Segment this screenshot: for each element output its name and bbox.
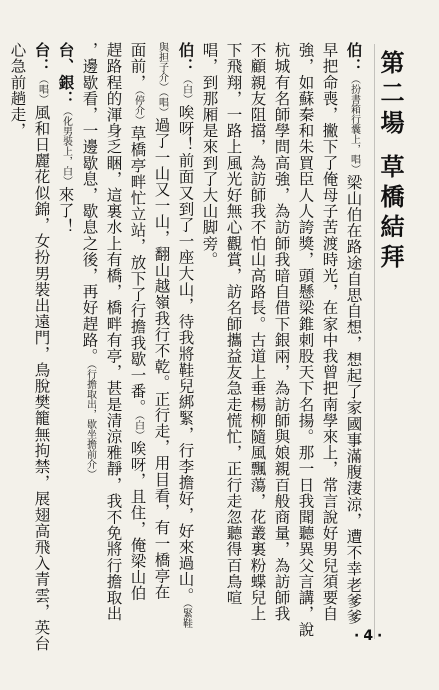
dialogue-text: 梁山伯在路途自思自想，想起了家國事滿腹淒涼，遭不幸老爹爹 xyxy=(344,174,363,626)
stage-direction: （緊鞋 xyxy=(180,603,192,629)
dialogue-text: 唱，到那厢是來到了大山脚旁。 xyxy=(200,42,219,268)
dialogue-text: 來了！ xyxy=(56,186,75,235)
dialogue-text: 杭城有名師學問高強，為訪師我暗自借下銀兩，為訪師與娘親百般商量，為訪師我 xyxy=(272,42,291,622)
dialogue-text: ，邊歇看，一邊歇息，歇息之後，再好趕路。 xyxy=(80,42,99,364)
dialogue-text: 早把命喪，撇下了俺母子苦渡時光，在家中我曾把南學來上，常言說好男兒須要自 xyxy=(320,42,339,622)
dialogue-text: 下飛翔，一路上風光好無心觀賞，訪名師攜益友急走慌忙，正行走忽聽得百鳥喧 xyxy=(224,42,243,606)
text-column xyxy=(33,42,50,652)
text-column xyxy=(177,42,194,628)
text-column xyxy=(297,42,313,638)
speaker-label: 台、銀： xyxy=(56,42,76,107)
stage-direction: （停介） xyxy=(132,90,144,126)
text-column xyxy=(273,42,289,622)
scene-title xyxy=(376,50,405,274)
text-column xyxy=(9,42,25,139)
dialogue-text: 唉呀，且住，俺梁山伯 xyxy=(128,440,147,602)
stage-direction: （唱） xyxy=(156,92,168,117)
dialogue-text: 風和日麗花似錦，女扮男裝出遠門，鳥脫樊籠無拘禁，展翅高飛入青雲，英台 xyxy=(32,104,51,652)
dialogue-text: 強，如蘇秦和朱買臣人人誇獎，頭懸梁錐刺股天下名揚。那一日我聞聽異父言講，說 xyxy=(296,42,315,638)
stage-direction: 與担子介） xyxy=(156,42,168,92)
speaker-label: 台： xyxy=(32,42,52,75)
scene-number: 第二場 xyxy=(376,50,405,140)
text-column xyxy=(321,42,337,622)
dialogue-text: 面前， xyxy=(128,42,147,91)
text-column xyxy=(81,42,97,479)
text-column xyxy=(129,42,145,601)
stage-direction: （唱） xyxy=(36,74,48,105)
text-column xyxy=(105,42,121,622)
text-column xyxy=(225,42,241,606)
dialogue-text: 趕路程的渾身乏睏，這裏水上有橋，橋畔有亭，甚是清涼雅靜，我不免將行擔取出 xyxy=(104,42,123,622)
stage-direction: （化男裝上，白） xyxy=(60,106,72,187)
dialogue-text: 過了一山又一山，翻山越嶺我行不乾。正行走，用目看，有一橋亭在 xyxy=(152,117,171,600)
stage-direction: （白） xyxy=(132,415,144,441)
column-divider xyxy=(374,44,375,639)
text-column xyxy=(345,42,362,625)
text-column xyxy=(201,42,217,267)
stage-direction: （行擔取出，歇坐擔前介） xyxy=(84,364,96,479)
text-column xyxy=(249,42,265,622)
page-number: ·4· xyxy=(354,628,387,644)
scene-name: 草橋結拜 xyxy=(376,154,405,274)
dialogue-text: 心急前趟走， xyxy=(8,42,27,139)
stage-direction: （扮書箱行囊上，唱） xyxy=(348,74,360,175)
speaker-label: 伯： xyxy=(176,42,196,75)
dialogue-text: 草橋亭畔忙立站，放下了行擔我歇一番。 xyxy=(128,125,147,416)
dialogue-text: 唉呀！前面又到了一座大山，待我將鞋兒綁緊，行李擔好，好來過山。 xyxy=(176,104,195,604)
text-column xyxy=(57,42,74,235)
dialogue-text: 不顧親友阻擋，為訪師我不怕山高路長。古道上垂楊柳隨風飄蕩，花叢裏粉蝶兒上 xyxy=(248,42,267,622)
stage-direction: （白） xyxy=(180,74,192,105)
speaker-label: 伯： xyxy=(344,42,364,75)
text-column xyxy=(153,42,169,600)
